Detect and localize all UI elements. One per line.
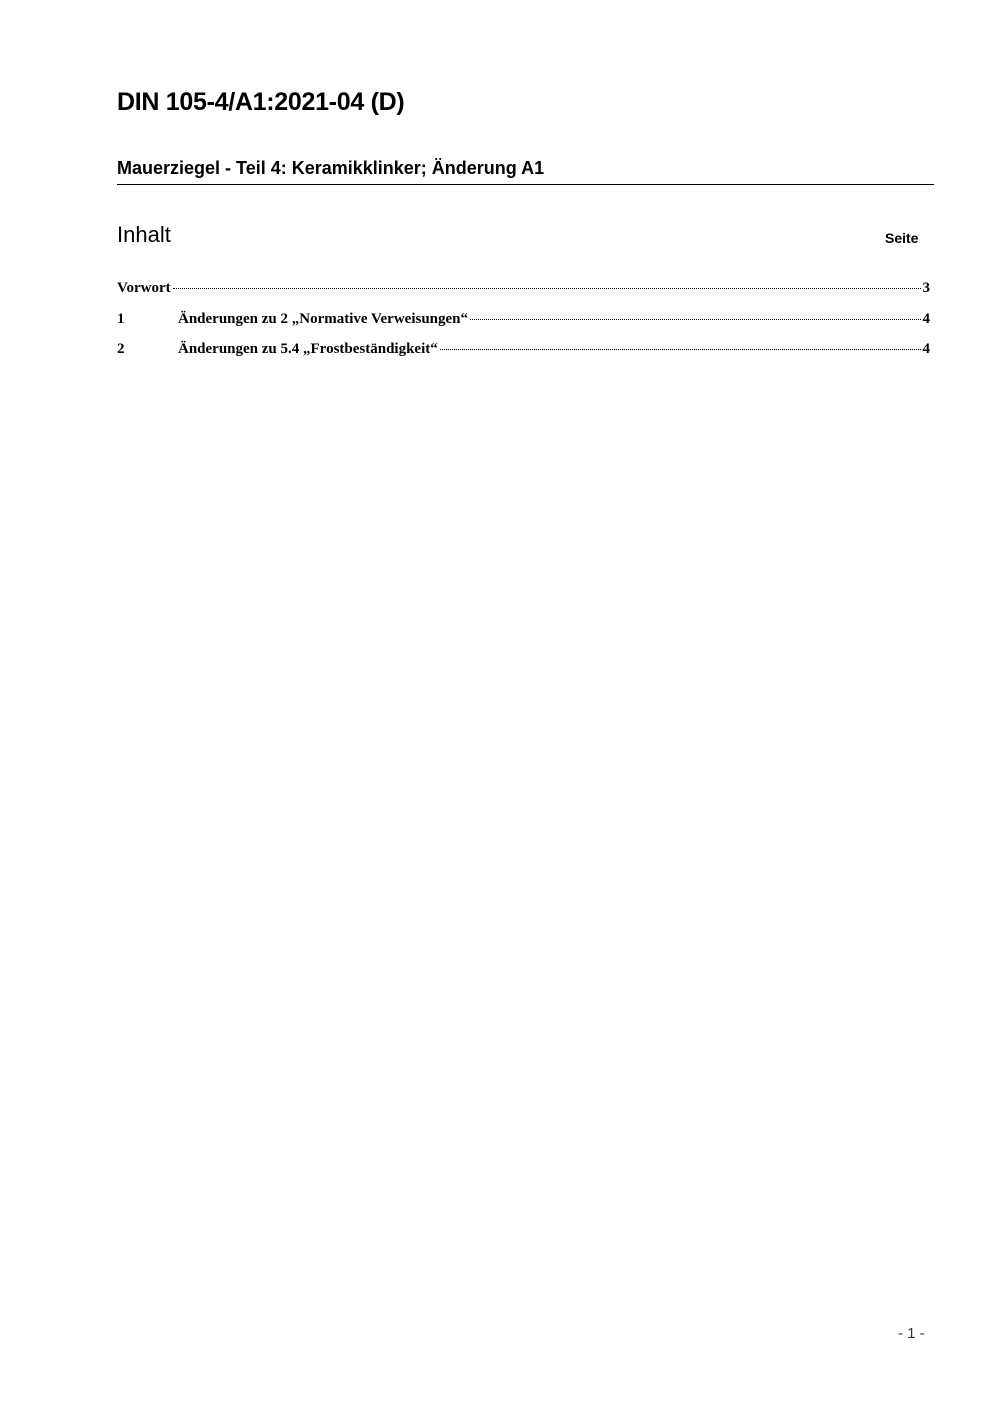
toc-dot-leader: [470, 319, 920, 320]
document-title: DIN 105-4/A1:2021-04 (D): [117, 88, 405, 116]
toc-entry-page: 4: [922, 341, 930, 357]
toc-dot-leader: [440, 349, 921, 350]
toc-entry-title: Vorwort: [117, 280, 171, 296]
toc-page-column-label: Seite: [885, 230, 919, 246]
toc-entry-title: Änderungen zu 5.4 „Frostbeständigkeit“: [178, 341, 438, 357]
toc-entry-vorwort[interactable]: [117, 280, 930, 300]
document-subtitle: Mauerziegel - Teil 4: Keramikklinker; Änderung A1: [117, 158, 545, 178]
toc-heading: Inhalt: [117, 222, 171, 247]
toc-entry-number: 2: [117, 341, 125, 357]
toc-entry-page: 4: [922, 311, 930, 327]
toc-dot-leader: [173, 288, 921, 289]
subtitle-block: [117, 158, 934, 185]
toc-entry-1[interactable]: [117, 311, 930, 331]
page-number: - 1 -: [898, 1325, 925, 1342]
toc-entry-page: 3: [922, 280, 930, 296]
toc-entry-2[interactable]: [117, 341, 930, 361]
toc-entry-number: 1: [117, 311, 125, 327]
toc-entry-title: Änderungen zu 2 „Normative Verweisungen“: [178, 311, 469, 327]
